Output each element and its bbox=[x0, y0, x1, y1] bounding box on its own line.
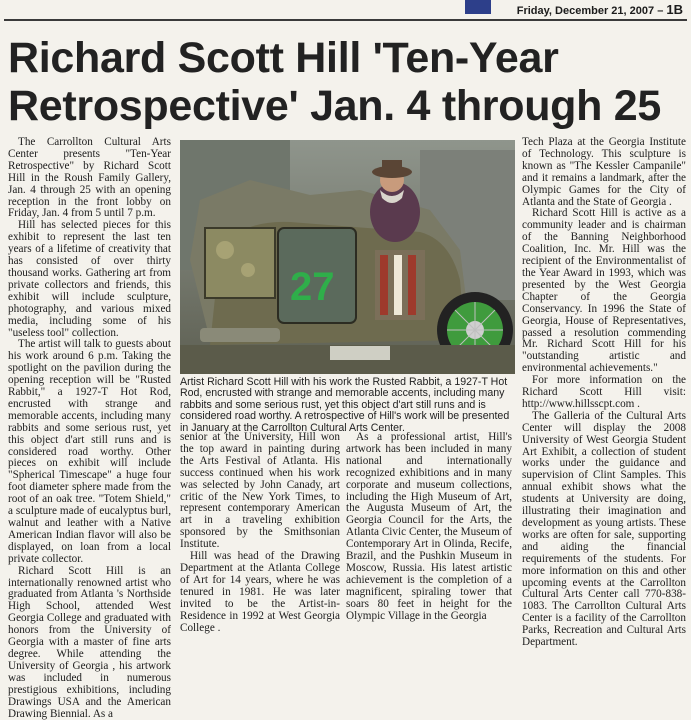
page-number: 1B bbox=[666, 2, 683, 17]
article-column-2 bbox=[180, 432, 340, 634]
paragraph: Tech Plaza at the Georgia Institute of Technology. This sculpture is known as "The Kessler Campanile" and it remains a landmark, after the Olympic Games for the City of Atlanta and the State of Georgia . bbox=[522, 136, 686, 208]
masthead-logo-mark bbox=[465, 0, 491, 14]
car-number-plate: 27 bbox=[290, 265, 335, 309]
paragraph: senior at the University, Hill won the top award in painting during the Arts Festival of Atlanta. His success continued when his work was selected by John Canady, art critic of the New York Times, to represent contemporary American art in a traveling exhibition sponsored by the Smithsonian Institute. bbox=[180, 431, 340, 551]
article-column-1 bbox=[8, 137, 171, 720]
paragraph: Hill was head of the Drawing Department at the Atlanta College of Art for 14 years, where he was tenured in 1981. He was later invited to be the Artist-in-Residence in 1992 at West Georgia College . bbox=[180, 550, 340, 634]
masthead bbox=[0, 0, 691, 20]
article-column-4 bbox=[522, 137, 686, 649]
article-column-3 bbox=[346, 432, 512, 623]
feature-photo bbox=[180, 140, 515, 374]
paragraph: For more information on the Richard Scott Hill visit: http://www.hillsscpt.com . bbox=[522, 374, 686, 410]
hot-rod-photo-illustration bbox=[180, 140, 515, 374]
dateline bbox=[517, 2, 683, 17]
photo-caption: Artist Richard Scott Hill with his work the Rusted Rabbit, a 1927-T Hot Rod, encrusted with strange and memorable accents, including many rabbits and some serious rust, yet this object d'art still runs and is considered road worthy. A retrospective of Hill's work will be presented in January at the Carrollton Cultural Arts Center. bbox=[180, 376, 510, 434]
paragraph: The Carrollton Cultural Arts Center presents "Ten-Year Retrospective" by Richard Scott Hill in the Roush Family Gallery, Jan. 4 through 25 with an opening reception in the front lobby on Friday, Jan. 4 from 5 until 7 p.m. bbox=[8, 136, 171, 220]
dateline-separator: – bbox=[657, 5, 664, 17]
paragraph: Richard Scott Hill is active as a community leader and is chairman of the Banning Neighborhood Coalition, Inc. Mr. Hill was the recipient of the Environmentalist of the Year Award in 1993, which was presented by the West Georgia Chapter of the Georgia Conservancy. In 1996 the State of Georgia, House of Representatives, passed a resolution commending Mr. Richard Scott Hill for his "outstanding artistic and environmental achievements." bbox=[522, 207, 686, 375]
paragraph: As a professional artist, Hill's artwork has been included in many national and internationally recognized exhibitions and in many corporate and museum collections, including the High Museum of Art, the Augusta Museum of Art, the Georgia Council for the Arts, the Atlanta Civic Center, the Museum of Contemporary Art in Olinda, Recife, Brazil, and the Pushkin Museum in Moscow, Russia. His latest artistic achievement is the completion of a magnificent, spiraling tower that soars 80 feet in height for the Olympic Village in the Georgia bbox=[346, 431, 512, 622]
paragraph: The artist will talk to guests about his work around 6 p.m. Taking the spotlight on the pavilion during the opening reception will be "Rusted Rabbit," a 1927-T Hot Rod, encrusted with strange and memorable accents, including many rabbits and some serious rust, yet this object d'art still runs and is considered road worthy. Other pieces on exhibit will include "Spherical Timescape" a huge four foot diameter sphere made from the root of an oak tree. "Totem Shield," a sculpture made of eucalyptus burl, walnut and leather with a Native American Indian flavor will also be displayed, on loan from a local private collector. bbox=[8, 338, 171, 565]
masthead-rule bbox=[4, 19, 687, 21]
paragraph: The Galleria of the Cultural Arts Center will display the 2008 University of West Georgia Student Art Exhibit, a collection of student works under the guidance and supervision of Clint Samples. This annual exhibit shows what the students at University are doing, illustrating their imagination and development as young artists. These works are often for sale, supporting and aiding the financial requirements of the students. For more information on this and other upcoming events at the Carrollton Cultural Arts Center call 770-838-1083. The Carrollton Cultural Arts Center is a facility of the Carrollton Parks, Recreation and Cultural Arts Department. bbox=[522, 409, 686, 649]
paragraph: Hill has selected pieces for this exhibit to represent the last ten years of a lifetime of creativity that has consisted of over thirty thousand works. Gathering art from private collectors and friends, this exhibit will include sculpture, photography, and various mixed media, including some of his "useless tool" collection. bbox=[8, 219, 171, 339]
headline: Richard Scott Hill 'Ten-Year Retrospective' Jan. 4 through 25 bbox=[8, 34, 661, 130]
issue-date: Friday, December 21, 2007 bbox=[516, 5, 655, 17]
paragraph: Richard Scott Hill is an internationally renowned artist who graduated from Atlanta 's Northside High School, attended West Georgia College and graduated with honors from the University of Georgia with a master of fine arts degree. While attending the University of Georgia , his artwork was included in numerous prestigious exhibitions, including Drawings USA and the American Drawing Biennial. As a bbox=[8, 564, 171, 720]
